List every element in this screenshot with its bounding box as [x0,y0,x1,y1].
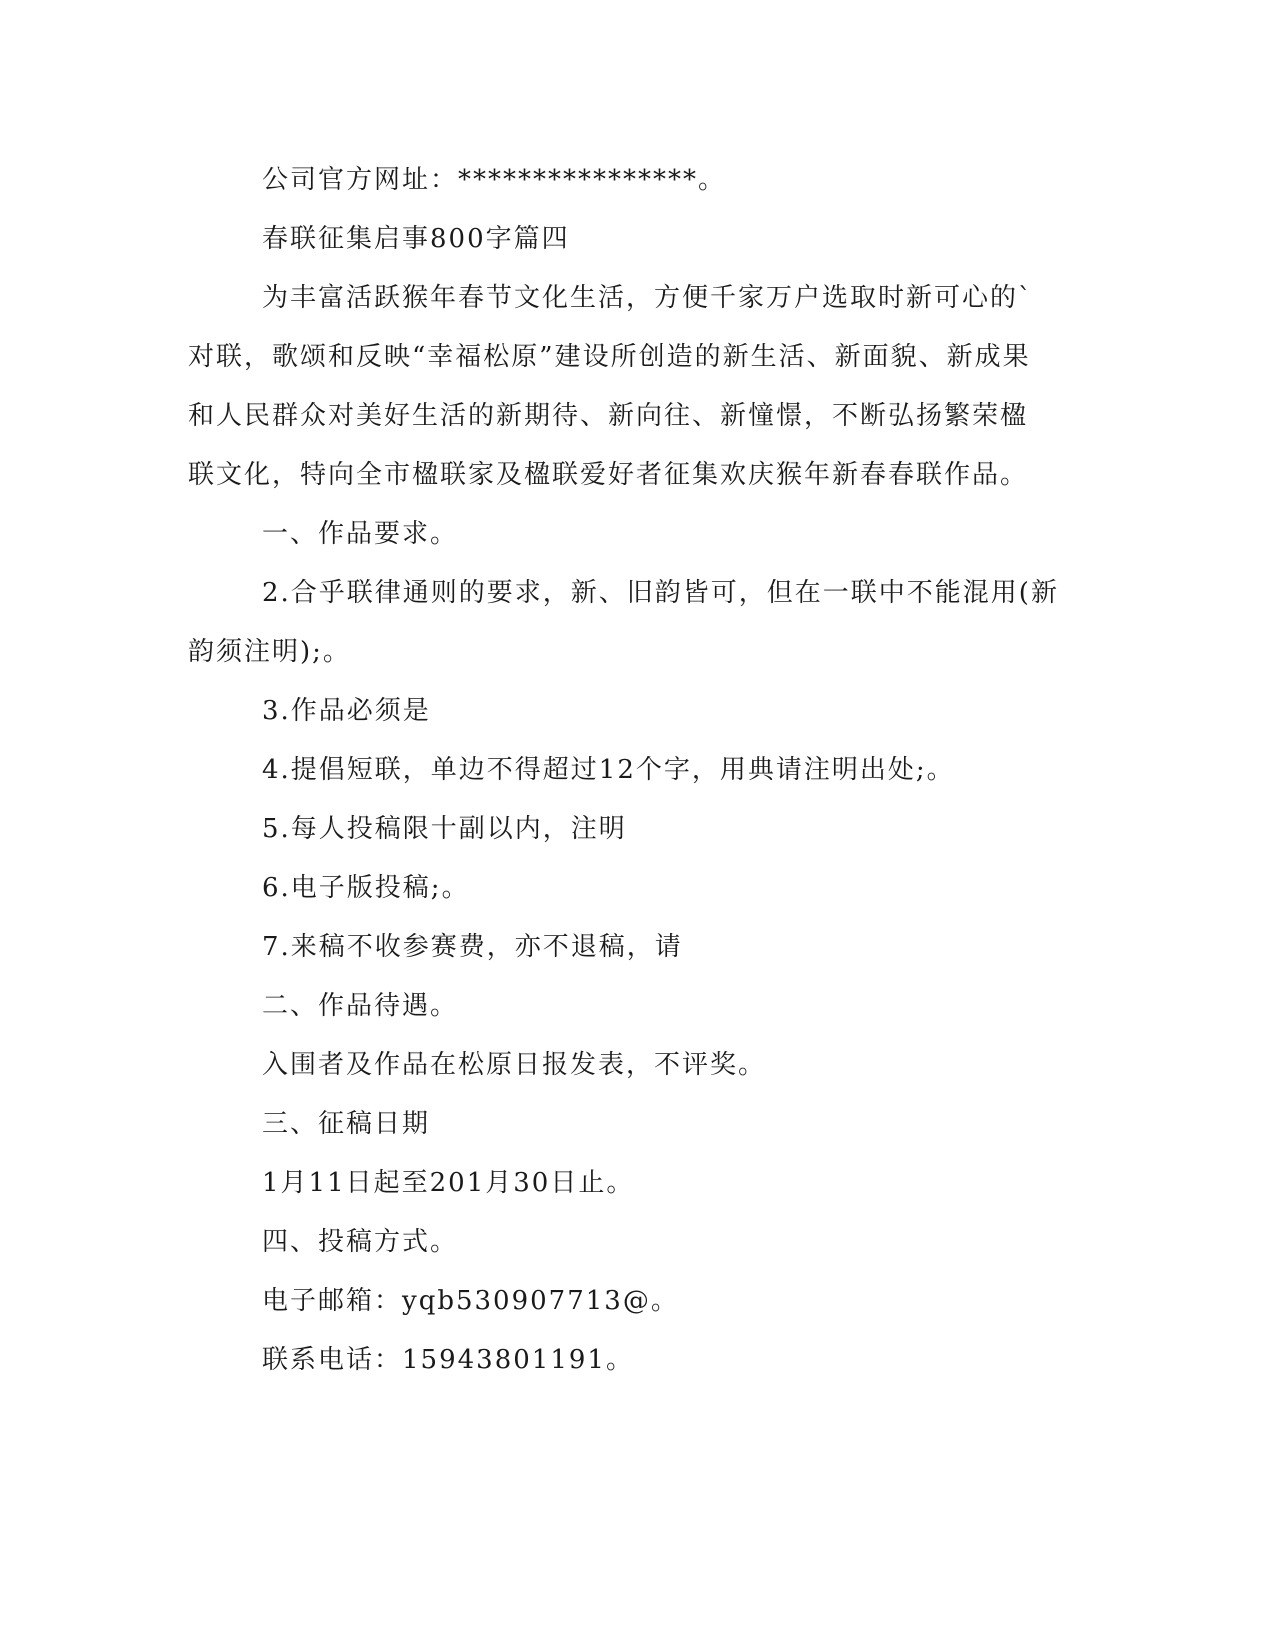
list-item: 3.作品必须是 [262,696,431,726]
list-heading: 一、作品要求。 [262,519,459,549]
list-item: 7.来稿不收参赛费，亦不退稿，请 [262,932,683,962]
website-line: 公司官方网址：****************。 [262,165,727,195]
paragraph-line: 1月11日起至201月30日止。 [262,1168,635,1198]
section-heading: 春联征集启事800字篇四 [262,224,570,254]
phone-line: 联系电话：15943801191。 [262,1345,634,1375]
list-item: 2.合乎联律通则的要求，新、旧韵皆可，但在一联中不能混用(新 [262,578,1059,608]
list-item: 6.电子版投稿;。 [262,873,470,903]
paragraph-line: 入围者及作品在松原日报发表，不评奖。 [262,1050,767,1080]
list-item: 4.提倡短联，单边不得超过12个字，用典请注明出处;。 [262,755,955,785]
email-line: 电子邮箱：yqb530907713@。 [262,1286,679,1316]
list-item-continuation: 韵须注明);。 [188,637,351,667]
list-item: 5.每人投稿限十副以内，注明 [262,814,627,844]
paragraph-line: 和人民群众对美好生活的新期待、新向往、新憧憬，不断弘扬繁荣楹 [188,401,1029,431]
list-heading: 二、作品待遇。 [262,991,459,1021]
paragraph-line: 对联，歌颂和反映“幸福松原”建设所创造的新生活、新面貌、新成果 [188,342,1031,372]
paragraph-line: 联文化，特向全市楹联家及楹联爱好者征集欢庆猴年新春春联作品。 [188,460,1029,490]
list-heading: 四、投稿方式。 [262,1227,459,1257]
paragraph-line: 为丰富活跃猴年春节文化生活，方便千家万户选取时新可心的` [262,283,1034,313]
list-heading: 三、征稿日期 [262,1109,431,1139]
